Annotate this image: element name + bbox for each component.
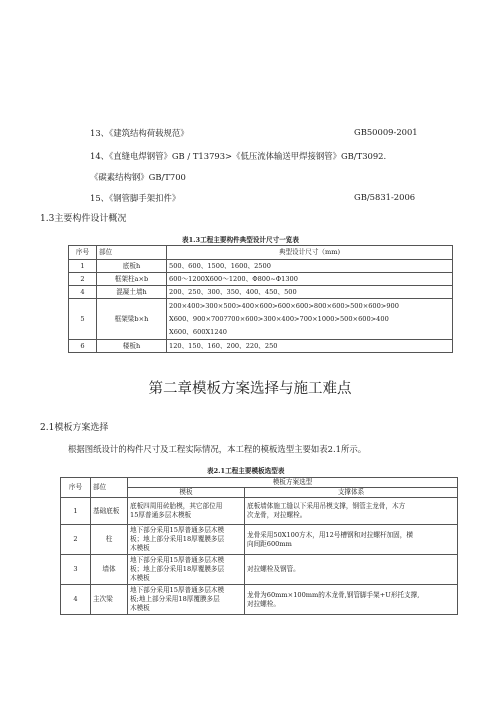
cell-size: 600～1200X600～1200、Φ800~Φ1300 bbox=[167, 273, 453, 286]
header-no: 序号 bbox=[61, 478, 91, 498]
section-2-1-paragraph: 根据图纸设计的构件尺寸及工程实际情况，本工程的模板选型主要如表2.1所示。 bbox=[68, 444, 367, 454]
size-line-2: X600、900×700?700×600>300×400>700×1000>500×600>400 bbox=[169, 314, 389, 323]
table-header-row bbox=[69, 246, 453, 260]
cell-part: 楼板h bbox=[97, 340, 167, 353]
form-line-1: 底板四周用砖胎模，其它部位用 bbox=[130, 502, 223, 510]
table-1-3-caption: 表1.3工程主要构件典型设计尺寸一览表 bbox=[182, 236, 299, 244]
table-row bbox=[69, 286, 453, 299]
cell-form bbox=[128, 525, 245, 555]
cell-no: 4 bbox=[69, 286, 97, 299]
reference-15: 15、《钢管脚手架扣件》 bbox=[90, 193, 181, 203]
form-line-1: 地下部分采用15厚普通多层木模 bbox=[130, 526, 225, 534]
cell-size: 500、600、1500、1600、2500 bbox=[167, 260, 453, 273]
cell-form bbox=[128, 585, 245, 615]
support-line-2: 向间距600mm bbox=[247, 539, 292, 548]
table-row bbox=[61, 498, 458, 525]
size-line-1: 200×400>300×500>400×600>600×600>800×600>500×600>900 bbox=[169, 301, 399, 310]
form-line-2: 板;地上部分采用18厚覆膜多层 bbox=[130, 595, 220, 603]
form-line-3: 木模板 bbox=[130, 574, 150, 582]
cell-form bbox=[128, 555, 245, 585]
support-line-2: 次龙骨，对拉螺栓。 bbox=[247, 511, 307, 519]
table-row bbox=[61, 555, 458, 585]
header-support: 支撑体系 bbox=[245, 488, 458, 498]
table-row bbox=[69, 340, 453, 353]
form-line-2: 板；地上部分采用18厚覆膜多层 bbox=[130, 565, 225, 573]
form-line-2: 板；地上部分采用18厚覆膜多层 bbox=[130, 535, 225, 543]
table-header-row bbox=[61, 478, 458, 488]
form-line-3: 木模板 bbox=[130, 604, 150, 612]
reference-13: 13、《建筑结构荷载规范》 bbox=[90, 128, 189, 138]
cell-part: 框架梁b×h bbox=[97, 299, 167, 340]
table-row bbox=[69, 260, 453, 273]
form-line-1: 地下部分采用15厚普通多层木模 bbox=[130, 556, 225, 564]
table-1-3 bbox=[68, 245, 453, 353]
cell-part: 柱 bbox=[91, 525, 128, 555]
cell-part: 框架柱a×b bbox=[97, 273, 167, 286]
form-line-2: 15厚普通多层木模板 bbox=[130, 511, 192, 519]
cell-size: 200、250、300、350、400、450、500 bbox=[167, 286, 453, 299]
cell-size: 120、150、160、200、220、250 bbox=[167, 340, 453, 353]
section-1-3-heading: 1.3主要构件设计概况 bbox=[40, 214, 127, 224]
cell-support bbox=[245, 555, 458, 585]
cell-no: 2 bbox=[61, 525, 91, 555]
cell-part: 混凝土墙h bbox=[97, 286, 167, 299]
reference-15-code: GB/5831-2006 bbox=[354, 192, 416, 202]
support-line-2: 对拉螺栓。 bbox=[247, 599, 280, 608]
support-line-1: 对拉螺栓及钢管。 bbox=[247, 565, 300, 573]
header-no: 序号 bbox=[69, 246, 97, 260]
cell-form bbox=[128, 498, 245, 525]
cell-no: 6 bbox=[69, 340, 97, 353]
cell-support bbox=[245, 525, 458, 555]
cell-support bbox=[245, 585, 458, 615]
cell-no: 3 bbox=[61, 555, 91, 585]
cell-no: 1 bbox=[61, 498, 91, 525]
header-group: 模板方案选型 bbox=[128, 478, 458, 488]
cell-part: 主次梁 bbox=[91, 585, 128, 615]
cell-part: 基础底板 bbox=[91, 498, 128, 525]
table-row bbox=[69, 299, 453, 340]
support-line-1: 龙骨采用50X100方木，用12号槽钢和对拉螺杆加固，横 bbox=[247, 530, 413, 539]
cell-no: 5 bbox=[69, 299, 97, 340]
reference-14-continuation: 《碳素结构钢》GB/T700 bbox=[90, 172, 186, 182]
header-part: 部位 bbox=[97, 246, 167, 260]
header-size: 典型设计尺寸（mm) bbox=[167, 246, 453, 260]
table-row bbox=[69, 273, 453, 286]
cell-no: 2 bbox=[69, 273, 97, 286]
form-line-1: 地下部分采用15厚普通多层木模 bbox=[130, 586, 225, 594]
cell-support bbox=[245, 498, 458, 525]
table-2-1 bbox=[60, 477, 458, 615]
support-line-1: 龙骨为60mm×100mm的木龙骨,钢管脚手架+U形托支撑, bbox=[247, 590, 420, 599]
section-2-1-heading: 2.1模板方案选择 bbox=[40, 423, 109, 433]
header-part: 部位 bbox=[91, 478, 128, 498]
form-line-3: 木模板 bbox=[130, 544, 150, 552]
cell-no: 4 bbox=[61, 585, 91, 615]
size-line-3: X600、600X1240 bbox=[169, 327, 227, 336]
cell-size bbox=[167, 299, 453, 340]
reference-13-code: GB50009-2001 bbox=[354, 127, 418, 137]
table-2-1-caption: 表2.1工程主要模板选型表 bbox=[207, 467, 285, 475]
chapter-title: 第二章模板方案选择与施工难点 bbox=[148, 381, 352, 397]
cell-part: 墙体 bbox=[91, 555, 128, 585]
reference-14: 14、《直缝电焊钢管》GB / T13793>《低压流体输送甲焊接钢管》GB/T3092. bbox=[90, 151, 387, 161]
support-line-1: 底板墙体施工缝以下采用吊模支撑，钢管主龙骨，木方 bbox=[247, 502, 406, 510]
cell-no: 1 bbox=[69, 260, 97, 273]
table-row bbox=[61, 525, 458, 555]
cell-part: 底板h bbox=[97, 260, 167, 273]
header-form: 模板 bbox=[128, 488, 245, 498]
table-row bbox=[61, 585, 458, 615]
